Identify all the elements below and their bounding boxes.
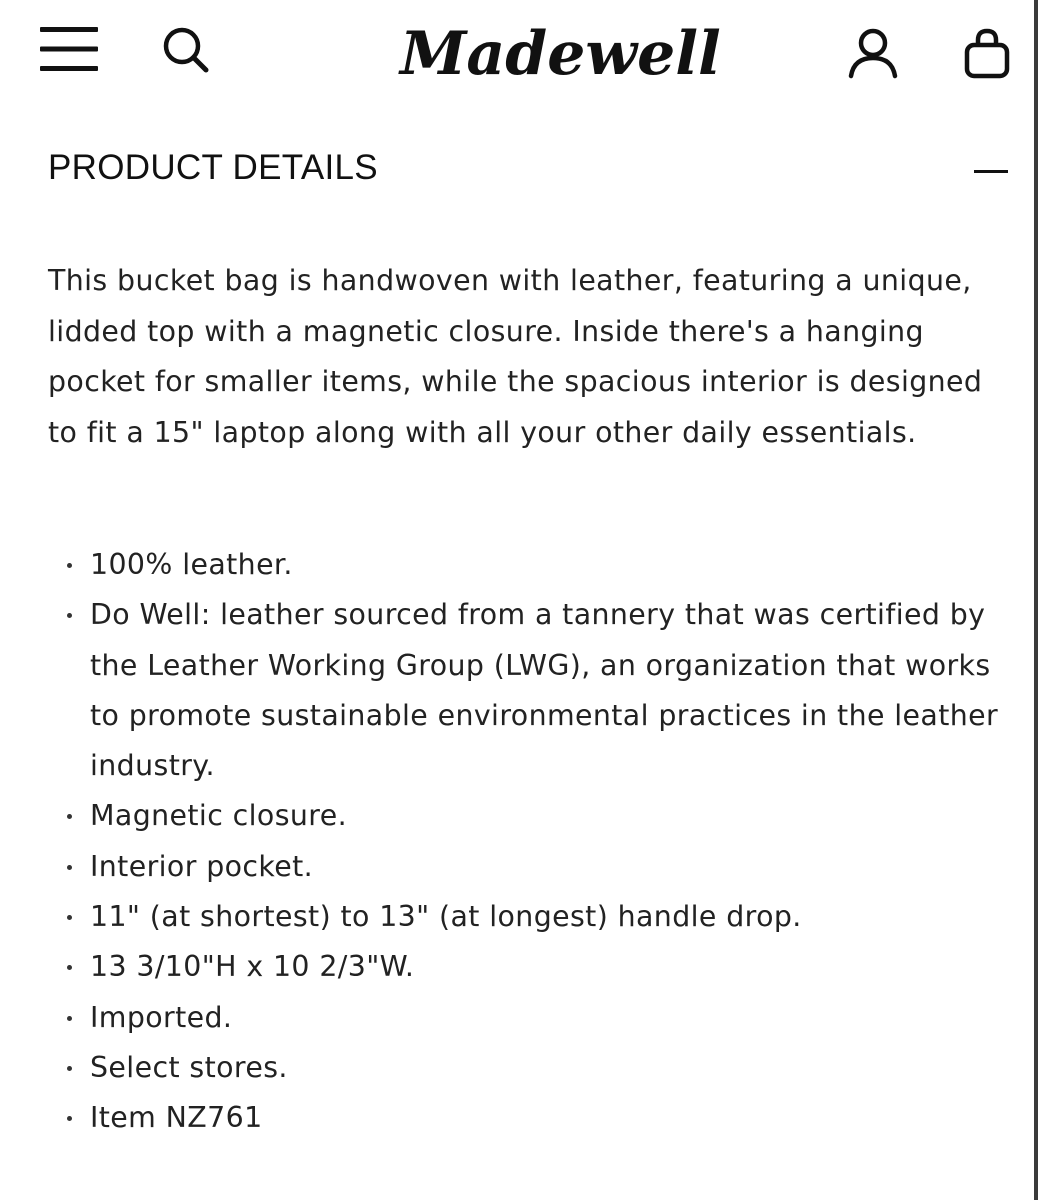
shopping-bag-icon bbox=[962, 28, 1012, 80]
search-button[interactable] bbox=[160, 26, 210, 74]
list-item: Imported. bbox=[90, 993, 1012, 1043]
page-edge-divider bbox=[1034, 0, 1038, 1200]
madewell-logo[interactable] bbox=[396, 12, 721, 94]
product-details-list bbox=[90, 540, 1012, 1144]
list-item: Item NZ761 bbox=[90, 1093, 1012, 1143]
list-item: Magnetic closure. bbox=[90, 791, 1012, 841]
account-button[interactable] bbox=[846, 28, 900, 80]
logo-text: Madewell bbox=[400, 19, 721, 89]
list-item: Interior pocket. bbox=[90, 842, 1012, 892]
hamburger-menu-icon bbox=[40, 25, 98, 73]
menu-button[interactable] bbox=[40, 25, 98, 73]
section-title: PRODUCT DETAILS bbox=[48, 148, 378, 187]
minus-collapse-icon[interactable] bbox=[974, 170, 1008, 173]
search-icon bbox=[160, 26, 210, 74]
list-item: Do Well: leather sourced from a tannery that was certified by the Leather Working Group (LWG), an organization that works to promote sustainable environmental practices in the leather industry. bbox=[90, 590, 1012, 791]
user-account-icon bbox=[846, 28, 900, 80]
site-header bbox=[0, 0, 1034, 110]
list-item: 13 3/10"H x 10 2/3"W. bbox=[90, 942, 1012, 992]
shopping-bag-button[interactable] bbox=[962, 28, 1012, 80]
list-item: 100% leather. bbox=[90, 540, 1012, 590]
product-details-accordion-header[interactable] bbox=[48, 140, 1010, 200]
list-item: Select stores. bbox=[90, 1043, 1012, 1093]
list-item: 11" (at shortest) to 13" (at longest) handle drop. bbox=[90, 892, 1012, 942]
product-description: This bucket bag is handwoven with leather, featuring a unique, lidded top with a magnetic closure. Inside there's a hanging pocket for smaller items, while the spacious interior is designed to fit a 15" laptop along with all your other daily essentials. bbox=[48, 264, 983, 449]
